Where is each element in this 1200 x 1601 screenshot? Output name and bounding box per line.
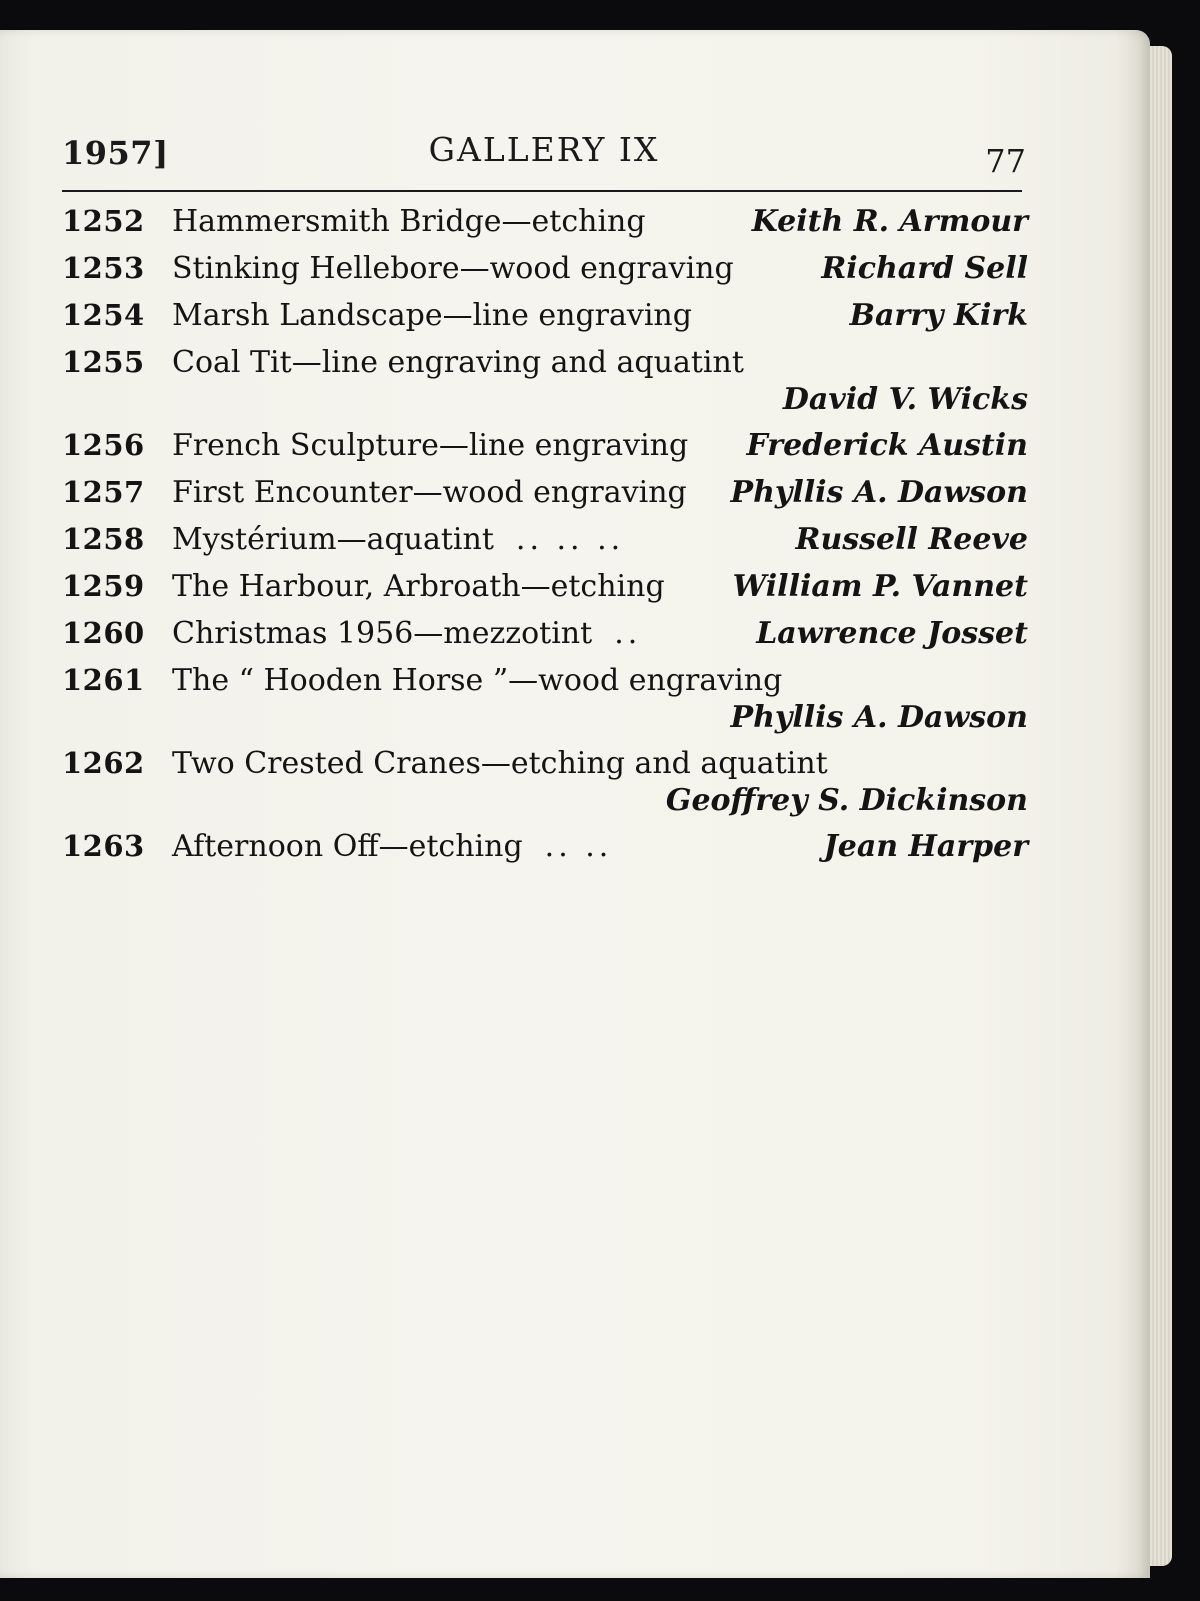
artist-name: Geoffrey S. Dickinson	[665, 783, 1028, 818]
entry-line	[62, 292, 1028, 339]
entry-line	[62, 563, 1028, 610]
dot-leader: .. ..	[544, 829, 613, 864]
artist-name: Frederick Austin	[746, 428, 1028, 463]
artist-name: Barry Kirk	[849, 298, 1028, 333]
catalogue-number: 1260	[62, 616, 145, 650]
catalogue-entry	[62, 198, 1028, 245]
catalogue-number: 1259	[62, 569, 145, 603]
work-title: Coal Tit—line engraving and aquatint	[172, 345, 744, 380]
catalogue-number: 1252	[62, 204, 145, 238]
header-year: 1957]	[62, 134, 169, 172]
work-title-wrap	[172, 657, 782, 704]
catalogue-entry	[62, 657, 1028, 740]
catalogue-number: 1257	[62, 475, 145, 509]
catalogue-entry	[62, 469, 1028, 516]
catalogue-entry	[62, 823, 1028, 870]
catalogue-entry	[62, 292, 1028, 339]
work-title-wrap	[172, 823, 612, 870]
catalogue-entry	[62, 740, 1028, 823]
work-title-wrap	[172, 563, 665, 610]
catalogue-number: 1255	[62, 345, 145, 379]
work-title: Mystérium—aquatint	[172, 522, 494, 557]
work-title: Christmas 1956—mezzotint	[172, 616, 593, 651]
page-edge	[1150, 46, 1172, 1566]
work-title: The Harbour, Arbroath—etching	[172, 569, 665, 604]
artist-line	[62, 382, 1028, 422]
artist-name: Richard Sell	[821, 251, 1028, 286]
catalogue-list	[62, 198, 1028, 870]
work-title: French Sculpture—line engraving	[172, 428, 689, 463]
catalogue-entry	[62, 610, 1028, 657]
work-title: Two Crested Cranes—etching and aquatint	[172, 746, 828, 781]
work-title-wrap	[172, 292, 692, 339]
catalogue-number: 1263	[62, 829, 145, 863]
page-number: 77	[985, 142, 1026, 180]
artist-name: Phyllis A. Dawson	[730, 475, 1028, 510]
dot-leader: ..	[614, 616, 642, 651]
entry-line	[62, 339, 1028, 386]
artist-name: David V. Wicks	[782, 382, 1028, 417]
catalogue-number: 1253	[62, 251, 145, 285]
entry-line	[62, 422, 1028, 469]
catalogue-number: 1261	[62, 663, 145, 697]
gallery-title: GALLERY IX	[428, 130, 660, 169]
work-title-wrap	[172, 245, 734, 292]
work-title-wrap	[172, 469, 687, 516]
entry-line	[62, 245, 1028, 292]
work-title: Stinking Hellebore—wood engraving	[172, 251, 734, 286]
artist-line	[62, 783, 1028, 823]
catalogue-entry	[62, 563, 1028, 610]
work-title-wrap	[172, 740, 828, 787]
catalogue-entry	[62, 516, 1028, 563]
entry-line	[62, 740, 1028, 787]
entry-line	[62, 198, 1028, 245]
work-title: Marsh Landscape—line engraving	[172, 298, 692, 333]
artist-name: Jean Harper	[823, 829, 1028, 864]
work-title-wrap	[172, 198, 646, 245]
catalogue-entry	[62, 422, 1028, 469]
artist-name: Lawrence Josset	[756, 616, 1028, 651]
artist-name: Phyllis A. Dawson	[730, 700, 1028, 735]
catalogue-number: 1256	[62, 428, 145, 462]
artist-name: William P. Vannet	[732, 569, 1028, 604]
catalogue-number: 1262	[62, 746, 145, 780]
header-rule	[62, 190, 1022, 192]
catalogue-number: 1258	[62, 522, 145, 556]
catalogue-entry	[62, 339, 1028, 422]
artist-name: Keith R. Armour	[751, 204, 1028, 239]
catalogue-entry	[62, 245, 1028, 292]
entry-line	[62, 610, 1028, 657]
work-title-wrap	[172, 516, 624, 563]
work-title-wrap	[172, 610, 641, 657]
work-title: Hammersmith Bridge—etching	[172, 204, 646, 239]
work-title: First Encounter—wood engraving	[172, 475, 687, 510]
work-title: Afternoon Off—etching	[172, 829, 523, 864]
work-title: The “ Hooden Horse ”—wood engraving	[172, 663, 783, 698]
work-title-wrap	[172, 339, 744, 386]
work-title-wrap	[172, 422, 688, 469]
artist-name: Russell Reeve	[795, 522, 1028, 557]
running-head	[62, 128, 1026, 184]
catalogue-number: 1254	[62, 298, 145, 332]
entry-line	[62, 516, 1028, 563]
dot-leader: .. .. ..	[515, 522, 625, 557]
entry-line	[62, 823, 1028, 870]
entry-line	[62, 469, 1028, 516]
entry-line	[62, 657, 1028, 704]
artist-line	[62, 700, 1028, 740]
